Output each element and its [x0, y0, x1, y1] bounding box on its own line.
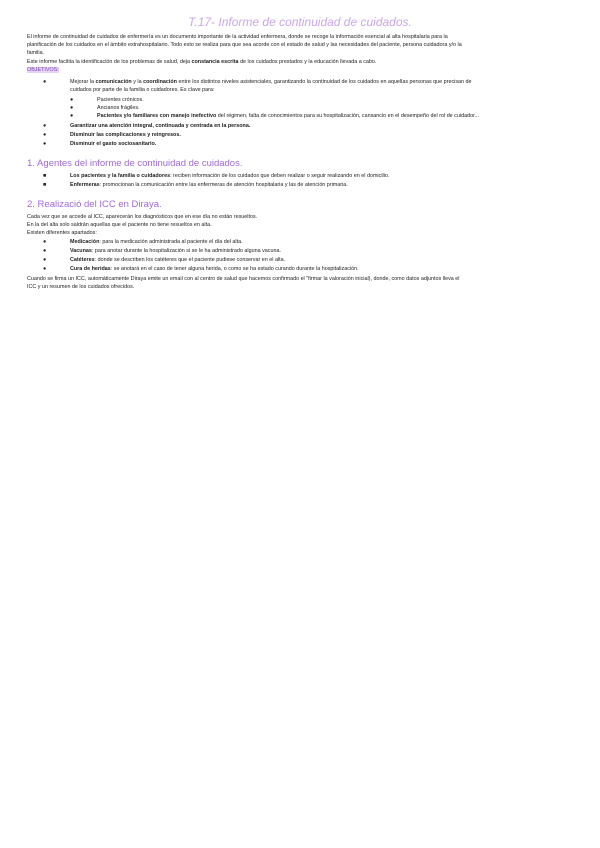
objectives-label: OBJETIVOS: [27, 66, 59, 73]
bullet-icon: ● [43, 132, 47, 138]
intro-line: El informe de continuidad de cuidados de enfermería es un documento importante de la actividad enfermera, donde se recoge la información esencial al alta hospitalaria para la [27, 34, 448, 40]
list-item: Vacunas: para anotar durante la hospitalización si se le ha administrado alguna vacuna. [70, 248, 281, 254]
bullet-icon: ● [70, 113, 74, 119]
section-paragraph: Cuando se firma un ICC, automáticamente Diraya emite un email con al centro de salud que hacemos confirmado el "firmar la valoración inicial), donde, como datos adjuntos lleva el ICC y un resumen de los cuidados ofrecidos. [27, 276, 460, 291]
document-title: T.17- Informe de continuidad de cuidados. [188, 15, 412, 29]
bullet-icon: ● [43, 239, 47, 245]
intro-line: Este informe facilita la identificación de los problemas de salud, deja constancia escrita de los cuidados prestados y la educación llevada a cabo. [27, 58, 377, 65]
bullet-icon: ● [43, 123, 47, 129]
list-item: Medicación: para la medicación administrada al paciente el día del alta. [70, 239, 243, 245]
bullet-icon: ● [43, 79, 47, 85]
list-item: Cura de heridas: se anotará en el caso de tener alguna herida, o como se ha estado curando durante la hospitalización. [70, 266, 359, 272]
section-heading: 1. Agentes del informe de continuidad de cuidados. [27, 158, 243, 169]
list-item: Los pacientes y la familia o cuidadores: reciben información de los cuidados que deben realizar o seguir realizando en el domicilio. [70, 173, 390, 179]
list-item: Pacientes crónicos. [97, 97, 144, 103]
intro-line: familia. [27, 50, 45, 57]
bullet-icon: ■ [43, 182, 47, 188]
bullet-icon: ■ [43, 173, 47, 179]
bullet-icon: ● [43, 141, 47, 147]
bullet-icon: ● [43, 248, 47, 254]
list-item: Mejorar la comunicación y la coordinación entre los distintos niveles asistenciales, garantizando la continuidad de los cuidados en aquellas personas que precisan de cuidados por parte de la familia o cuidadores. Es clave para: [70, 79, 472, 94]
section-heading: 2. Realizació del ICC en Diraya. [27, 199, 162, 210]
bold-phrase: constancia escrita [191, 58, 239, 65]
list-item: Disminuir las complicaciones y reingresos. [70, 132, 181, 138]
intro-paragraph [27, 33, 573, 74]
bullet-icon: ● [43, 266, 47, 272]
section-paragraph: Cada vez que se accede al ICC, aparecerán los diagnósticos que en ese día no están resueltos. En la del alta solo saldrán aquellas que el paciente no tiene resueltos en alta. Existen diferentes apartados: [27, 214, 258, 237]
list-item: Disminuir el gasto sociosanitario. [70, 141, 157, 147]
list-item: Garantizar una atención integral, continuada y centrada en la persona. [70, 123, 251, 129]
bullet-icon: ● [70, 97, 74, 103]
list-item: Ancianos frágiles. [97, 105, 140, 111]
intro-line: planificación de los cuidados en el ámbito extrahospitalario. Todo esto se realiza para que sea acorde con el estado de salud y las necesidades del paciente, persona cuidadora y/o la [27, 42, 462, 49]
list-item: Catéteres: donde se describen los catéteres que el paciente pudiese conservar en el alta. [70, 257, 286, 263]
list-item: Enfermeras: promocionan la comunicación entre las enfermeras de atención hospitalaria y las de atención primaria. [70, 182, 348, 188]
list-item: Pacientes y/o familiares con manejo inefectivo del régimen, falta de conocimientos para su hospitalización, cansancio en el desempeño del rol de cuidador... [97, 113, 480, 119]
bullet-icon: ● [70, 105, 74, 111]
bullet-icon: ● [43, 257, 47, 263]
